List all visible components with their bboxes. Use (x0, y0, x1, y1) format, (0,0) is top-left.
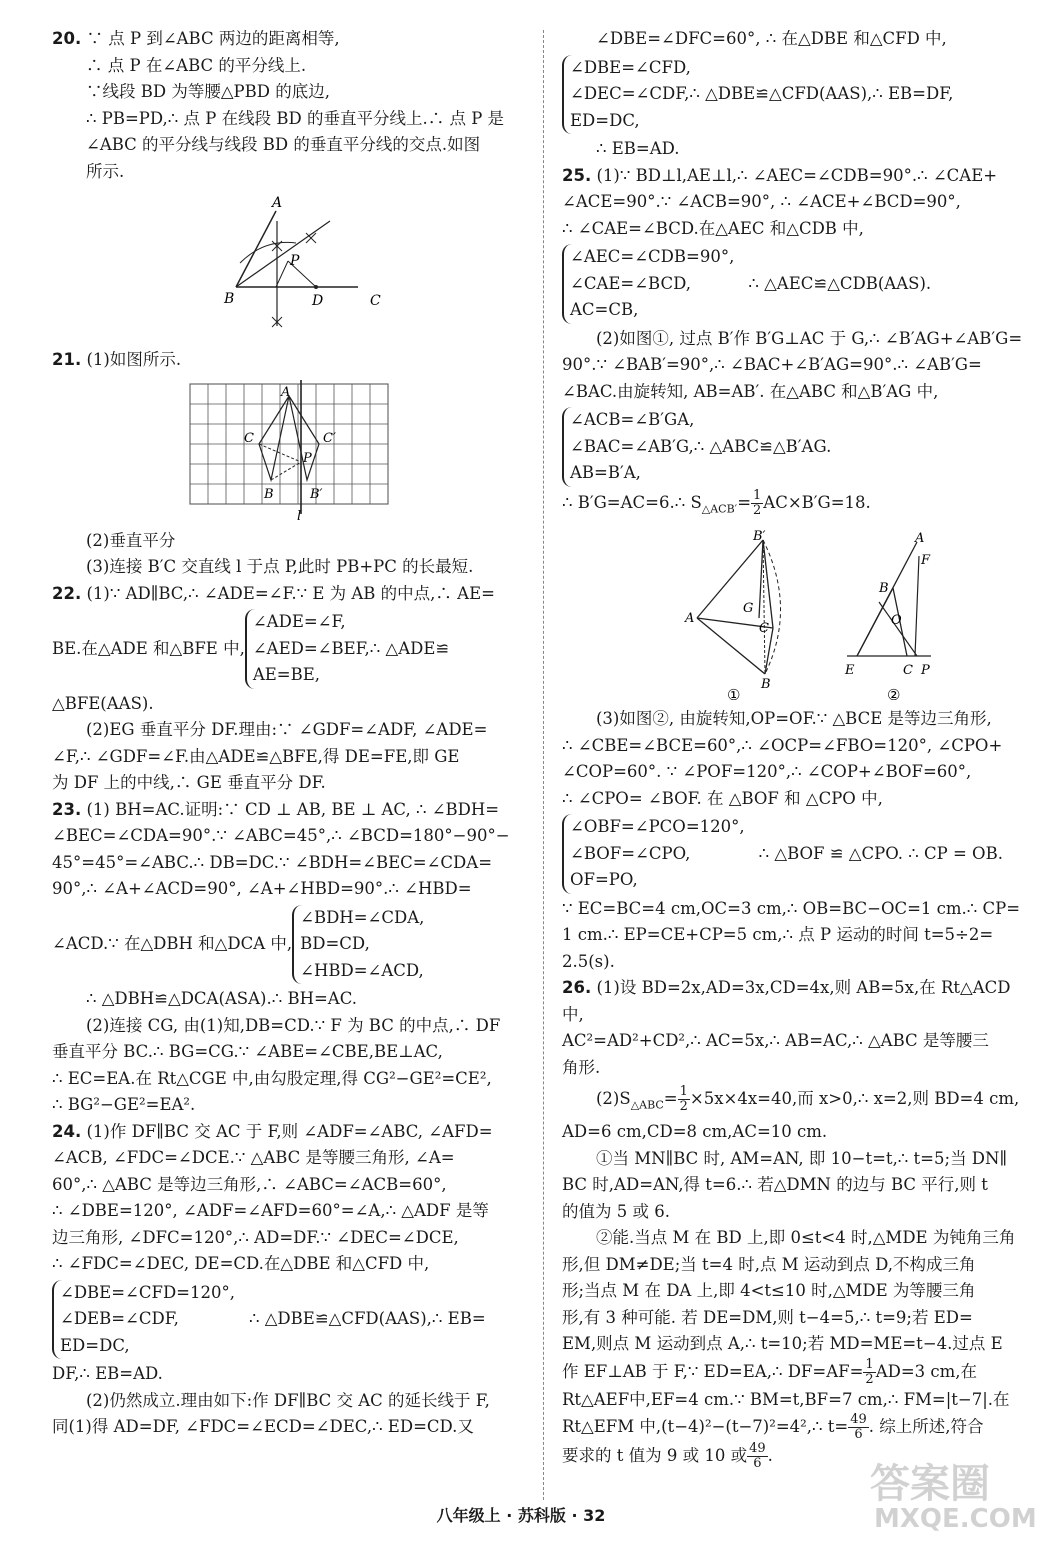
text-fragment: AD=3 cm,在 (875, 1361, 978, 1381)
text-fragment: ∴ B′G=AC=6.∴ S (562, 492, 702, 512)
text-line: ∴ △DBE≌△CFD(AAS),∴ EB= (249, 1309, 486, 1328)
text-line: (1)如图所示. (86, 350, 182, 369)
denominator: 2 (753, 502, 762, 518)
subscript: △ACB′ (701, 501, 738, 515)
question-26 (562, 975, 1032, 1471)
page-number: 32 (583, 1506, 606, 1525)
figure-grid (52, 380, 528, 522)
text-fragment: ×5x×4x=40,而 x>0,∴ x=2,则 BD=4 cm, (689, 1089, 1020, 1109)
system-line: ∠DBE=∠CFD=120°, (60, 1282, 235, 1302)
system-line: ∠OBF=∠PCO=120°, (570, 817, 745, 837)
question-22 (52, 581, 528, 797)
text-line: (1) BH=AC.证明:∵ CD ⊥ AB, BE ⊥ AC, ∴ ∠BDH= (86, 799, 500, 819)
area-formula (562, 1085, 1032, 1119)
fig2-label-B: B (879, 581, 889, 597)
fig1-label-C: C (759, 621, 769, 637)
text-fragment: = (737, 492, 752, 512)
text-line: AD=6 cm,CD=8 cm,AC=10 cm. (562, 1122, 828, 1142)
text-line: ∠F,∴ ∠GDF=∠F.由△ADE≌△BFE,得 DE=FE,即 GE (52, 746, 460, 766)
text-line: (1)设 BD=2x,AD=3x,CD=4x,则 AB=5x,在 Rt△ACD 中, (562, 978, 1011, 1024)
question-number: 26. (562, 978, 592, 998)
question-number: 25. (562, 165, 592, 185)
text-line: ∴ △DBH≌△DCA(ASA).∴ BH=AC. (86, 989, 357, 1008)
fraction (751, 489, 763, 518)
text-line: ∴ ∠FDC=∠DEC, DE=CD.在△DBE 和△CFD 中, (52, 1254, 430, 1273)
system-line: AB=B′A, (570, 463, 641, 482)
system-line: ∠AED=∠BEF,∴ △ADE≌ (252, 638, 450, 658)
fig2-label-F: F (921, 553, 931, 569)
fig1-label-A: A (685, 611, 695, 627)
system-line: ∠HBD=∠ACD, (300, 960, 424, 980)
text-line: ∴ BG²−GE²=EA². (52, 1095, 196, 1114)
question-number: 24. (52, 1121, 82, 1141)
text-line: ①当 MN∥BC 时, AM=AN, 即 10−t=t,∴ t=5;当 DN∥ (596, 1148, 1008, 1168)
equation-system (562, 814, 1032, 894)
footer-publisher: 苏科版 (517, 1506, 566, 1525)
text-fragment: . 综上所述,符合 (868, 1417, 984, 1437)
text-line-fraction (562, 1358, 1032, 1387)
text-line: ∴ ∠CBE=∠BCE=60°,∴ ∠OCP=∠FBO=120°, ∠CPO+ (562, 735, 1003, 755)
text-line: (3)如图②, 由旋转知,OP=OF.∵ △BCE 是等边三角形, (596, 709, 992, 729)
subscript: △ABC (630, 1098, 664, 1112)
system-line: ∠DEC=∠CDF,∴ △DBE≌△CFD(AAS),∴ EB=DF, (570, 84, 954, 103)
text-line: ∠BEC=∠CDA=90°.∵ ∠ABC=45°,∴ ∠BCD=180°−90°− (52, 826, 510, 845)
text-line: 1 cm.∴ EP=CE+CP=5 cm,∴ 点 P 运动的时间 t=5÷2= (562, 925, 994, 945)
numerator: 49 (749, 1441, 766, 1457)
label-C: C (244, 430, 254, 446)
text-line: ∴ PB=PD,∴ 点 P 在线段 BD 的垂直平分线上.∴ 点 P 是 (86, 108, 505, 128)
text-line: 90°.∵ ∠BAB′=90°,∴ ∠BAC+∠B′AG=90°.∴ ∠AB′G= (562, 355, 982, 374)
text-line: (1)作 DF∥BC 交 AC 于 F,则 ∠ADF=∠ABC, ∠AFD= (86, 1121, 493, 1141)
label-l: l (297, 508, 302, 522)
text-line: EM,则点 M 运动到点 A,∴ t=10;若 MD=ME=t−4.过点 E (562, 1334, 1003, 1354)
label-B-prime: B′ (310, 486, 323, 502)
label-A: A (272, 195, 283, 211)
question-24 (52, 1119, 528, 1441)
text-line: (2)如图①, 过点 B′作 B′G⊥AC 于 G,∴ ∠B′AG+∠AB′G= (596, 328, 1023, 348)
figures-rotation (562, 528, 1032, 700)
text-line: ∴ 点 P 在∠ABC 的平分线上. (86, 55, 307, 75)
system-line: ∠BDH=∠CDA, (300, 907, 425, 927)
text-line: (2)EG 垂直平分 DF.理由:∵ ∠GDF=∠ADF, ∠ADE= (86, 720, 488, 739)
text-line: 2.5(s). (562, 951, 615, 971)
system-line: ED=DC, (60, 1335, 130, 1355)
fraction (747, 1442, 768, 1471)
system-line: ∠DEB=∠CDF, (60, 1309, 179, 1328)
text-line-fraction (562, 1413, 1032, 1442)
fig2-label-E: E (845, 663, 855, 679)
system-line: ∠CAE=∠BCD, (570, 273, 692, 293)
question-20 (52, 26, 528, 341)
numerator: 1 (865, 1356, 874, 1372)
text-line: ②能.当点 M 在 BD 上,即 0≤t<4 时,△MDE 为钝角三角 (596, 1228, 1016, 1248)
equation-system (52, 609, 528, 689)
label-B: B (224, 291, 235, 307)
numerator: 49 (850, 1412, 867, 1428)
fraction (848, 1413, 869, 1442)
question-number: 23. (52, 799, 82, 819)
text-line: AC²=AD²+CD²,∴ AC=5x,∴ AB=AC,∴ △ABC 是等腰三 (562, 1031, 989, 1051)
question-24-continued (562, 26, 1032, 163)
equation-system (562, 244, 1032, 324)
question-number: 21. (52, 350, 82, 369)
system-line: AE=BE, (252, 665, 321, 684)
text-line: 所示. (86, 161, 125, 181)
text-line: ∠ABC 的平分线与线段 BD 的垂直平分线的交点.如图 (86, 135, 481, 154)
text-line: 形,有 3 种可能. 若 DE=DM,则 t−4=5,∴ t=9;若 ED= (562, 1307, 973, 1327)
system-line: AC=CB, (570, 300, 639, 319)
text-line: 60°,∴ △ABC 是等边三角形,∴ ∠ABC=∠ACB=60°, (52, 1174, 447, 1194)
text-line: ∠ACE=90°.∵ ∠ACB=90°, ∴ ∠ACE+∠BCD=90°, (562, 192, 961, 211)
text-line: 边三角形, ∠DFC=120°,∴ AD=DF.∵ ∠DEC=∠DCE, (52, 1227, 459, 1247)
system-line: ∠AEC=∠CDB=90°, (570, 247, 735, 266)
system-line: ∠ACB=∠B′GA, (570, 410, 695, 429)
equation-system (52, 905, 528, 985)
text-line: ∠BAC.由旋转知, AB=AB′. 在△ABC 和△B′AG 中, (562, 381, 939, 401)
fig2-label-A: A (915, 531, 925, 547)
equation-system (52, 1280, 528, 1360)
text-fragment: (2)S (596, 1089, 631, 1109)
question-25 (562, 163, 1032, 976)
text-fragment: Rt△EFM 中,(t−4)²−(t−7)²=4²,∴ t= (562, 1417, 849, 1437)
text-line: ∴ EC=EA.在 Rt△CGE 中,由勾股定理,得 CG²−GE²=CE², (52, 1068, 492, 1088)
text-fragment: 要求的 t 值为 9 或 10 或 (562, 1446, 748, 1466)
equation-system (562, 55, 1032, 135)
fig2-label: ② (887, 686, 901, 701)
area-formula (562, 489, 1032, 523)
text-line: 形;当点 M 在 DA 上,即 4<t≤10 时,△MDE 为等腰三角 (562, 1281, 976, 1301)
text-line: 的值为 5 或 6. (562, 1201, 670, 1221)
watermark-url: MXQE.COM (874, 1504, 1037, 1534)
text-line: ∴ ∠CAE=∠BCD.在△AEC 和△CDB 中, (562, 218, 864, 238)
fig2-label-P: P (921, 663, 930, 679)
text-line: 形,但 DM≠DE;当 t=4 时,点 M 运动到点 D,不构成三角 (562, 1254, 976, 1274)
text-line: ∠ACB, ∠FDC=∠DCE.∵ △ABC 是等腰三角形, ∠A= (52, 1148, 455, 1167)
text-line: BE.在△ADE 和△BFE 中, (52, 638, 245, 658)
question-23 (52, 797, 528, 1119)
label-D: D (312, 293, 324, 309)
text-line: (2)连接 CG, 由(1)知,DB=CD.∵ F 为 BC 的中点,∴ DF (86, 1015, 501, 1035)
text-line: ∵ 点 P 到∠ABC 两边的距离相等, (86, 29, 340, 48)
figure-angle-bisector (52, 191, 528, 341)
text-line: ∴ EB=AD. (596, 139, 680, 158)
fig1-label-G: G (743, 601, 754, 617)
fig2-label-C: C (903, 663, 913, 679)
left-column (52, 26, 528, 1441)
footer-grade: 八年级上 (436, 1506, 501, 1525)
text-fragment: AC×B′G=18. (763, 492, 871, 512)
text-line: (3)连接 B′C 交直线 l 于点 P,此时 PB+PC 的长最短. (86, 557, 474, 576)
fraction (863, 1358, 875, 1387)
system-line: BD=CD, (300, 934, 370, 953)
right-column (562, 26, 1032, 1471)
footer-separator: · (506, 1506, 513, 1525)
system-line: ∠DBE=∠CFD, (570, 57, 691, 77)
label-A: A (281, 384, 291, 400)
denominator: 6 (854, 1427, 863, 1443)
label-B: B (264, 486, 274, 502)
fig1-label-B-prime: B′ (753, 529, 766, 545)
numerator: 1 (679, 1084, 688, 1100)
text-line: ∵线段 BD 为等腰△PBD 的底边, (86, 82, 330, 101)
label-C-prime: C′ (323, 430, 336, 446)
label-C: C (370, 293, 381, 309)
system-line: ∠ADE=∠F, (252, 612, 346, 631)
text-line: ∠ACD.∵ 在△DBH 和△DCA 中, (52, 934, 293, 953)
numerator: 1 (753, 487, 762, 503)
equation-system (562, 407, 1032, 487)
column-divider (543, 30, 544, 1500)
text-line: ∴ △BOF ≌ △CPO. ∴ CP = OB. (758, 843, 1003, 863)
system-line: OF=PO, (570, 870, 638, 890)
text-line: 90°,∴ ∠A+∠ACD=90°, ∠A+∠HBD=90°.∴ ∠HBD= (52, 879, 472, 898)
question-number: 22. (52, 583, 82, 603)
text-line: 垂直平分 BC.∴ BG=CG.∵ ∠ABE=∠CBE,BE⊥AC, (52, 1042, 443, 1061)
fig2-label-O: O (891, 613, 902, 629)
question-21 (52, 347, 528, 581)
text-line: 45°=45°=∠ABC.∴ DB=DC.∵ ∠BDH=∠BEC=∠CDA= (52, 852, 493, 872)
text-fragment: 作 EF⊥AB 于 F,∵ ED=EA,∴ DF=AF= (562, 1361, 864, 1381)
text-line: (1)∵ AD∥BC,∴ ∠ADE=∠F.∵ E 为 AB 的中点,∴ AE= (86, 583, 495, 603)
text-line: ∴ ∠CPO= ∠BOF. 在 △BOF 和 △CPO 中, (562, 788, 883, 808)
system-line: ∠BOF=∠CPO, (570, 843, 691, 863)
text-line: ∠COP=60°. ∵ ∠POF=120°,∴ ∠COP+∠BOF=60°, (562, 762, 972, 782)
text-line: DF,∴ EB=AD. (52, 1364, 163, 1383)
text-line: 角形. (562, 1057, 601, 1077)
question-number: 20. (52, 29, 82, 48)
text-line: ∵ EC=BC=4 cm,OC=3 cm,∴ OB=BC−OC=1 cm.∴ CP= (562, 898, 1021, 918)
fig1-label: ① (727, 686, 741, 701)
text-line: △BFE(AAS). (52, 693, 154, 713)
text-fragment: = (663, 1089, 678, 1109)
denominator: 2 (679, 1099, 688, 1115)
text-line: 为 DF 上的中线,∴ GE 垂直平分 DF. (52, 773, 326, 792)
text-line: (2)垂直平分 (86, 530, 176, 550)
watermark-logo: 答案圈 (870, 1461, 990, 1507)
text-line: Rt△AEF中,EF=4 cm.∵ BM=t,BF=7 cm,∴ FM=|t−7|.在 (562, 1389, 1010, 1409)
system-line: ∠BAC=∠AB′G,∴ △ABC≌△B′AG. (570, 436, 832, 456)
text-line: (1)∵ BD⊥l,AE⊥l,∴ ∠AEC=∠CDB=90°.∴ ∠CAE+ (596, 165, 998, 185)
text-line: BC 时,AD=AN,得 t=6.∴ 若△DMN 的边与 BC 平行,则 t (562, 1175, 988, 1195)
text-line: ∴ △AEC≌△CDB(AAS). (748, 273, 932, 293)
text-line: (2)仍然成立.理由如下:作 DF∥BC 交 AC 的延长线于 F, (86, 1390, 490, 1410)
footer-separator: · (571, 1506, 578, 1525)
text-line: ∴ ∠DBE=120°, ∠ADF=∠AFD=60°=∠A,∴ △ADF 是等 (52, 1201, 489, 1220)
label-P: P (290, 253, 300, 269)
denominator: 2 (865, 1371, 874, 1387)
fig1-label-B: B (761, 677, 771, 693)
text-fragment: . (767, 1446, 773, 1466)
text-line: ∠DBE=∠DFC=60°, ∴ 在△DBE 和△CFD 中, (596, 29, 947, 48)
label-P: P (303, 450, 312, 466)
fraction (678, 1085, 690, 1114)
denominator: 6 (753, 1456, 762, 1472)
text-line: 同(1)得 AD=DF, ∠FDC=∠ECD=∠DEC,∴ ED=CD.又 (52, 1417, 474, 1436)
system-line: ED=DC, (570, 110, 640, 130)
